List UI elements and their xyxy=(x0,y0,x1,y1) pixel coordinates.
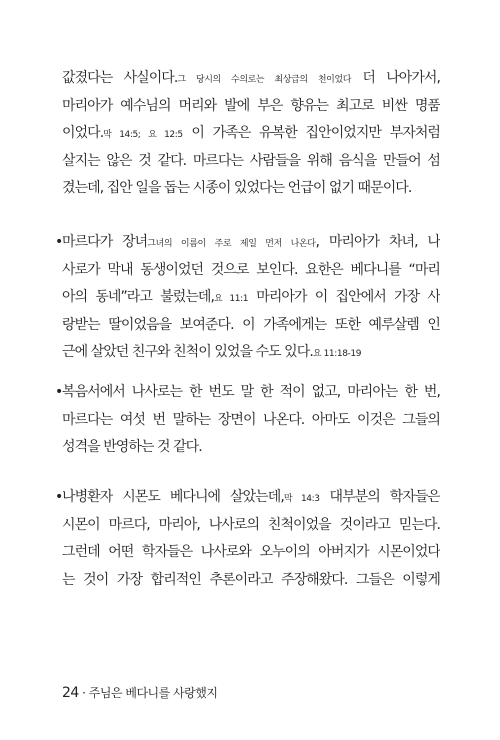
text-line xyxy=(62,380,440,404)
text-run: 랑받는 딸이었음을 보여준다. 이 가족에게는 또한 예루살렘 인 xyxy=(62,316,440,333)
text-line xyxy=(62,66,440,90)
text-line xyxy=(62,485,440,509)
text-run: 마리아가 예수님의 머리와 발에 부은 향유는 최고로 비싼 명품 xyxy=(62,97,440,114)
bullet-marker: • xyxy=(55,489,64,505)
text-line xyxy=(62,149,440,173)
text-run: 대부분의 학자들은 xyxy=(319,489,440,505)
text-run: , 마리아가 차녀, 나 xyxy=(315,234,440,250)
text-line xyxy=(62,408,440,432)
text-run: 성격을 반영하는 것 같다. xyxy=(62,439,202,455)
text-line xyxy=(62,176,440,200)
text-line xyxy=(62,94,440,118)
text-line xyxy=(62,313,440,337)
text-run: 이 가족은 유복한 집안이었지만 부자처럼 xyxy=(182,125,440,141)
inline-note: 요 11:18-19 xyxy=(312,349,362,359)
text-run: 마르다가 장녀 xyxy=(62,234,148,250)
text-run: 는 것이 가장 합리적인 추론이라고 주장해왔다. 그들은 이렇게 xyxy=(62,571,440,588)
page-number: 24 xyxy=(62,685,79,701)
text-line xyxy=(62,230,440,254)
bullet-marker: • xyxy=(55,384,64,400)
running-title: 주님은 베다니를 사랑했지 xyxy=(88,686,218,700)
text-line xyxy=(62,121,440,145)
text-run: 살지는 않은 것 같다. 마르다는 사람들을 위해 음식을 만들어 섬 xyxy=(62,152,440,169)
inline-note: 그녀의 이름이 주로 제일 먼저 나온다 xyxy=(147,239,316,249)
text-line xyxy=(62,258,440,282)
text-run: 시몬이 마르다, 마리아, 나사로의 친척이었을 것이라고 믿는다. xyxy=(62,516,440,533)
text-line xyxy=(62,340,440,364)
text-run: 더 나아가서, xyxy=(351,70,440,86)
text-run: 이었다. xyxy=(62,125,104,141)
text-line xyxy=(62,568,440,592)
text-run: 겼는데, 집안 일을 돕는 시종이 있었다는 언급이 없기 때문이다. xyxy=(62,180,412,196)
text-run: 값졌다는 사실이다. xyxy=(62,70,178,86)
text-run: 마리아가 이 집안에서 가장 사 xyxy=(248,289,440,305)
inline-note: 막 14:3 xyxy=(283,494,320,504)
text-run: 사로가 막내 동생이었던 것으로 보인다. 요한은 베다니를 “마리 xyxy=(62,261,440,278)
text-run: 복음서에서 나사로는 한 번도 말 한 적이 없고, 마리아는 한 번, xyxy=(62,384,440,400)
text-run: 아의 동네”라고 불렀는데, xyxy=(62,289,214,305)
text-line xyxy=(62,435,440,459)
inline-note: 그 당시의 수의로는 최상급의 천이었다 xyxy=(177,75,352,85)
text-line xyxy=(62,540,440,564)
text-run: 그런데 어떤 학자들은 나사로와 오누이의 아버지가 시몬이었다 xyxy=(62,544,440,560)
inline-note: 막 14:5; 요 12:5 xyxy=(103,130,183,140)
text-run: 마르다는 여섯 번 말하는 장면이 나온다. 아마도 이것은 그들의 xyxy=(62,411,440,428)
footer-separator: · xyxy=(78,686,89,700)
text-run: 근에 살았던 친구와 친척이 있었을 수도 있다. xyxy=(62,344,313,360)
text-line xyxy=(62,285,440,309)
bullet-marker: • xyxy=(55,234,64,250)
text-line xyxy=(62,513,440,537)
text-run: 나병환자 시몬도 베다니에 살았는데, xyxy=(62,489,284,505)
inline-note: 요 11:1 xyxy=(213,294,249,304)
page-footer xyxy=(62,683,217,703)
